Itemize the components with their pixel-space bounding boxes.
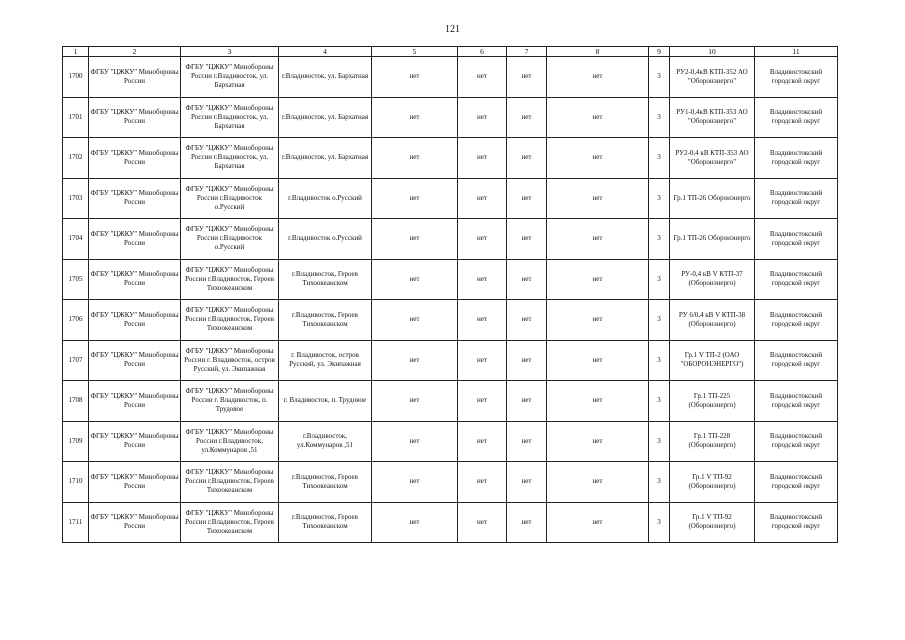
row-number	[63, 138, 89, 179]
column-header: 3	[181, 47, 279, 57]
owner-cell-text: ФГБУ "ЦЖКУ" Минобороны России г.Владивосток, ул. Бархатная	[185, 63, 274, 90]
category-cell	[649, 381, 670, 422]
c5-cell	[372, 97, 458, 138]
c5-cell-text: нет	[409, 477, 420, 486]
municipality-cell	[755, 462, 838, 503]
row-number	[63, 340, 89, 381]
power-source-cell-text: Гр.1 V ТП-2 (ОАО "ОБОРОНЭНЕРГО")	[680, 351, 744, 369]
row-number-text: 1711	[68, 517, 83, 526]
c8-cell	[547, 381, 649, 422]
address-cell-text: г.Владивосток, Героев Тихоокеанском	[292, 310, 358, 328]
owner-cell-text: ФГБУ "ЦЖКУ" Минобороны России г.Владивосток, ул. Бархатная	[185, 144, 274, 171]
address-cell-text: г.Владивосток, ул. Бархатная	[281, 153, 369, 162]
c5-cell-text: нет	[409, 436, 420, 445]
address-cell-text: г. Владивосток, п. Трудовое	[283, 396, 367, 405]
row-number-text: 1704	[68, 234, 83, 243]
c6-cell	[458, 421, 507, 462]
address-cell	[279, 300, 372, 341]
municipality-cell	[755, 259, 838, 300]
municipality-cell	[755, 300, 838, 341]
address-cell-text: г.Владивосток, Героев Тихоокеанском	[292, 513, 358, 531]
owner-cell-text: ФГБУ "ЦЖКУ" Минобороны России г. Владивосток, остров Русский, ул. Экипажная	[184, 346, 275, 373]
c7-cell-text: нет	[521, 477, 532, 486]
table-body	[63, 57, 838, 543]
c7-cell-text: нет	[521, 315, 532, 324]
owner-cell-text: ФГБУ "ЦЖКУ" Минобороны России г.Владивосток, Героев Тихоокеанском	[185, 265, 274, 292]
c5-cell	[372, 219, 458, 260]
c6-cell-text: нет	[477, 112, 487, 121]
row-number	[63, 97, 89, 138]
column-header: 9	[649, 47, 670, 57]
row-number-text: 1702	[68, 153, 83, 162]
power-source-cell-text: РУ1-0,4кВ КТП-353 АО "Оборонэнерго"	[676, 108, 748, 126]
operator-cell	[89, 259, 181, 300]
c5-cell	[372, 421, 458, 462]
c7-cell	[507, 381, 547, 422]
municipality-cell	[755, 138, 838, 179]
column-header: 10	[670, 47, 755, 57]
operator-cell-text: ФГБУ "ЦЖКУ" Минобороны России	[90, 351, 179, 369]
c6-cell-text: нет	[477, 517, 487, 526]
power-source-cell-text: Гр.1 ТП-26 Оборонэнерго	[673, 234, 751, 243]
category-cell	[649, 259, 670, 300]
category-cell	[649, 340, 670, 381]
owner-cell-text: ФГБУ "ЦЖКУ" Минобороны России г.Владивосток, Героев Тихоокеанском	[185, 468, 274, 495]
operator-cell	[89, 340, 181, 381]
power-source-cell	[670, 138, 755, 179]
row-number	[63, 57, 89, 98]
category-cell-text: 3	[657, 112, 661, 121]
row-number-text: 1705	[68, 274, 83, 283]
operator-cell	[89, 138, 181, 179]
table-row	[63, 97, 838, 138]
page-number: 121	[445, 24, 460, 35]
c6-cell	[458, 57, 507, 98]
c7-cell	[507, 462, 547, 503]
table-row	[63, 57, 838, 98]
table-row	[63, 178, 838, 219]
category-cell-text: 3	[657, 72, 661, 81]
c8-cell-text: нет	[592, 355, 603, 364]
address-cell-text: г.Владивосток, Героев Тихоокеанском	[292, 472, 358, 490]
c5-cell-text: нет	[409, 517, 420, 526]
c7-cell-text: нет	[521, 274, 532, 283]
address-cell	[279, 421, 372, 462]
power-source-cell	[670, 300, 755, 341]
c7-cell-text: нет	[521, 193, 532, 202]
c7-cell	[507, 340, 547, 381]
c8-cell-text: нет	[592, 274, 603, 283]
c7-cell	[507, 178, 547, 219]
c5-cell	[372, 259, 458, 300]
municipality-cell	[755, 219, 838, 260]
owner-cell	[181, 138, 279, 179]
category-cell-text: 3	[657, 477, 661, 486]
address-cell-text: г.Владивосток о.Русский	[288, 234, 362, 243]
c8-cell-text: нет	[592, 112, 603, 121]
c5-cell	[372, 178, 458, 219]
owner-cell-text: ФГБУ "ЦЖКУ" Минобороны России г. Владивосток, п. Трудовое	[185, 387, 274, 414]
operator-cell	[89, 502, 181, 543]
operator-cell-text: ФГБУ "ЦЖКУ" Минобороны России	[90, 310, 179, 328]
c7-cell	[507, 502, 547, 543]
c6-cell-text: нет	[477, 355, 487, 364]
category-cell-text: 3	[657, 355, 661, 364]
c6-cell-text: нет	[477, 274, 487, 283]
operator-cell-text: ФГБУ "ЦЖКУ" Минобороны России	[90, 229, 179, 247]
c7-cell-text: нет	[521, 112, 532, 121]
power-source-cell	[670, 57, 755, 98]
c6-cell	[458, 381, 507, 422]
power-source-cell-text: РУ2-0,4кВ КТП-352 АО "Оборонэнерго"	[676, 67, 748, 85]
address-cell-text: г. Владивосток, остров Русский, ул. Экипажная	[289, 351, 361, 369]
category-cell-text: 3	[657, 153, 661, 162]
address-cell	[279, 381, 372, 422]
c8-cell-text: нет	[592, 315, 603, 324]
c5-cell	[372, 138, 458, 179]
c7-cell	[507, 219, 547, 260]
table-row	[63, 259, 838, 300]
municipality-cell-text: Владивостокский городской округ	[769, 67, 823, 85]
municipality-cell	[755, 97, 838, 138]
address-cell	[279, 97, 372, 138]
municipality-cell	[755, 502, 838, 543]
table-row	[63, 462, 838, 503]
c6-cell	[458, 178, 507, 219]
power-source-cell-text: РУ-0,4 кВ V КТП-37 (Оборонэнерго)	[681, 270, 743, 288]
c7-cell-text: нет	[521, 396, 532, 405]
c5-cell-text: нет	[409, 193, 420, 202]
owner-cell-text: ФГБУ "ЦЖКУ" Минобороны России г.Владивосток о.Русский	[185, 225, 274, 252]
c8-cell	[547, 462, 649, 503]
row-number	[63, 178, 89, 219]
c8-cell-text: нет	[592, 436, 603, 445]
owner-cell-text: ФГБУ "ЦЖКУ" Минобороны России г.Владивосток, ул.Коммунаров ,51	[185, 427, 274, 454]
row-number-text: 1708	[68, 396, 83, 405]
table-row	[63, 219, 838, 260]
c7-cell	[507, 300, 547, 341]
table-row	[63, 138, 838, 179]
c8-cell	[547, 259, 649, 300]
column-header: 4	[279, 47, 372, 57]
c7-cell-text: нет	[521, 72, 532, 81]
owner-cell-text: ФГБУ "ЦЖКУ" Минобороны России г.Владивосток о.Русский	[185, 184, 274, 211]
address-cell	[279, 178, 372, 219]
c8-cell	[547, 97, 649, 138]
c6-cell-text: нет	[477, 193, 487, 202]
row-number	[63, 462, 89, 503]
operator-cell	[89, 381, 181, 422]
c7-cell-text: нет	[521, 153, 532, 162]
operator-cell-text: ФГБУ "ЦЖКУ" Минобороны России	[90, 472, 179, 490]
power-source-cell	[670, 381, 755, 422]
c5-cell	[372, 57, 458, 98]
column-header: 5	[372, 47, 458, 57]
c8-cell	[547, 340, 649, 381]
row-number	[63, 502, 89, 543]
c5-cell	[372, 340, 458, 381]
operator-cell	[89, 462, 181, 503]
column-header: 2	[89, 47, 181, 57]
address-cell	[279, 57, 372, 98]
operator-cell-text: ФГБУ "ЦЖКУ" Минобороны России	[90, 513, 179, 531]
category-cell-text: 3	[657, 517, 661, 526]
address-cell-text: г.Владивосток, Героев Тихоокеанском	[292, 270, 358, 288]
category-cell-text: 3	[657, 436, 661, 445]
header-row	[63, 47, 838, 57]
row-number	[63, 219, 89, 260]
owner-cell	[181, 462, 279, 503]
owner-cell	[181, 381, 279, 422]
c6-cell	[458, 219, 507, 260]
power-source-cell-text: Гр.1 ТП-26 Оборонэнерго	[673, 193, 751, 202]
address-cell-text: г.Владивосток о.Русский	[288, 193, 362, 202]
municipality-cell-text: Владивостокский городской округ	[769, 148, 823, 166]
operator-cell-text: ФГБУ "ЦЖКУ" Минобороны России	[90, 189, 179, 207]
address-cell	[279, 259, 372, 300]
row-number	[63, 381, 89, 422]
power-source-cell	[670, 462, 755, 503]
row-number-text: 1703	[68, 193, 83, 202]
c8-cell-text: нет	[592, 153, 603, 162]
municipality-cell-text: Владивостокский городской округ	[769, 189, 823, 207]
owner-cell	[181, 502, 279, 543]
c7-cell-text: нет	[521, 436, 532, 445]
c7-cell-text: нет	[521, 355, 532, 364]
c6-cell-text: нет	[477, 436, 487, 445]
address-cell-text: г.Владивосток, ул. Бархатная	[281, 72, 369, 81]
table-row	[63, 381, 838, 422]
category-cell-text: 3	[657, 396, 661, 405]
owner-cell	[181, 300, 279, 341]
c6-cell	[458, 340, 507, 381]
power-source-cell-text: Гр.1 V ТП-92 (Оборонэнерго)	[688, 472, 736, 490]
c6-cell	[458, 300, 507, 341]
owner-cell-text: ФГБУ "ЦЖКУ" Минобороны России г.Владивосток, ул. Бархатная	[185, 103, 274, 130]
municipality-cell	[755, 340, 838, 381]
address-cell	[279, 340, 372, 381]
municipality-cell-text: Владивостокский городской округ	[769, 432, 823, 450]
power-source-cell-text: РУ2-0,4 кВ КТП-353 АО "Оборонэнерго"	[675, 148, 749, 166]
operator-cell	[89, 97, 181, 138]
c5-cell-text: нет	[409, 72, 420, 81]
owner-cell-text: ФГБУ "ЦЖКУ" Минобороны России г.Владивосток, Героев Тихоокеанском	[185, 508, 274, 535]
c6-cell	[458, 259, 507, 300]
owner-cell	[181, 97, 279, 138]
row-number	[63, 421, 89, 462]
address-cell-text: г.Владивосток, ул.Коммунаров ,51	[296, 432, 354, 450]
category-cell	[649, 421, 670, 462]
c8-cell-text: нет	[592, 234, 603, 243]
address-cell-text: г.Владивосток, ул. Бархатная	[281, 112, 369, 121]
table-row	[63, 502, 838, 543]
c5-cell	[372, 300, 458, 341]
owner-cell	[181, 340, 279, 381]
municipality-cell	[755, 178, 838, 219]
c5-cell	[372, 381, 458, 422]
operator-cell	[89, 219, 181, 260]
column-header: 11	[755, 47, 838, 57]
row-number-text: 1700	[68, 72, 83, 81]
table-row	[63, 300, 838, 341]
c7-cell	[507, 138, 547, 179]
c6-cell-text: нет	[477, 315, 487, 324]
power-source-cell	[670, 219, 755, 260]
power-source-cell-text: Гр.1 ТП-225 (Оборонэнерго)	[688, 391, 736, 409]
power-source-cell-text: Гр.1 V ТП-92 (Оборонэнерго)	[688, 513, 736, 531]
municipality-cell-text: Владивостокский городской округ	[769, 270, 823, 288]
address-cell	[279, 502, 372, 543]
category-cell	[649, 57, 670, 98]
owner-cell	[181, 421, 279, 462]
column-header: 1	[63, 47, 89, 57]
owner-cell	[181, 57, 279, 98]
c5-cell-text: нет	[409, 274, 420, 283]
column-header: 6	[458, 47, 507, 57]
power-source-cell	[670, 178, 755, 219]
operator-cell-text: ФГБУ "ЦЖКУ" Минобороны России	[90, 270, 179, 288]
c5-cell	[372, 502, 458, 543]
category-cell	[649, 300, 670, 341]
operator-cell-text: ФГБУ "ЦЖКУ" Минобороны России	[90, 391, 179, 409]
operator-cell	[89, 300, 181, 341]
c8-cell	[547, 421, 649, 462]
operator-cell	[89, 178, 181, 219]
c7-cell-text: нет	[521, 517, 532, 526]
operator-cell-text: ФГБУ "ЦЖКУ" Минобороны России	[90, 67, 179, 85]
owner-cell	[181, 178, 279, 219]
row-number-text: 1701	[68, 112, 83, 121]
owner-cell-text: ФГБУ "ЦЖКУ" Минобороны России г.Владивосток, Героев Тихоокеанском	[185, 306, 274, 333]
category-cell	[649, 219, 670, 260]
c6-cell-text: нет	[477, 72, 487, 81]
c6-cell-text: нет	[477, 396, 487, 405]
municipality-cell-text: Владивостокский городской округ	[769, 472, 823, 490]
c6-cell-text: нет	[477, 153, 487, 162]
category-cell-text: 3	[657, 274, 661, 283]
c7-cell	[507, 259, 547, 300]
power-source-cell-text: РУ 6/0,4 кВ V КТП-38 (Оборонэнерго)	[678, 310, 746, 328]
municipality-cell	[755, 57, 838, 98]
c5-cell-text: нет	[409, 355, 420, 364]
category-cell	[649, 502, 670, 543]
row-number	[63, 300, 89, 341]
c6-cell	[458, 502, 507, 543]
table-row	[63, 340, 838, 381]
c8-cell	[547, 138, 649, 179]
row-number-text: 1709	[68, 436, 83, 445]
c7-cell	[507, 97, 547, 138]
c8-cell	[547, 219, 649, 260]
row-number-text: 1707	[68, 355, 83, 364]
power-source-cell-text: Гр.1 ТП-228 (Оборонэнерго)	[688, 432, 736, 450]
power-source-cell	[670, 502, 755, 543]
operator-cell-text: ФГБУ "ЦЖКУ" Минобороны России	[90, 108, 179, 126]
category-cell	[649, 462, 670, 503]
owner-cell	[181, 219, 279, 260]
c5-cell-text: нет	[409, 396, 420, 405]
c6-cell	[458, 462, 507, 503]
operator-cell	[89, 421, 181, 462]
c6-cell-text: нет	[477, 477, 487, 486]
category-cell-text: 3	[657, 193, 661, 202]
category-cell-text: 3	[657, 315, 661, 324]
category-cell	[649, 138, 670, 179]
c8-cell	[547, 57, 649, 98]
c7-cell	[507, 57, 547, 98]
power-source-cell	[670, 97, 755, 138]
registry-table	[62, 46, 838, 543]
category-cell-text: 3	[657, 234, 661, 243]
municipality-cell-text: Владивостокский городской округ	[769, 351, 823, 369]
row-number	[63, 259, 89, 300]
municipality-cell	[755, 381, 838, 422]
category-cell	[649, 97, 670, 138]
power-source-cell	[670, 421, 755, 462]
row-number-text: 1710	[68, 477, 83, 486]
power-source-cell	[670, 340, 755, 381]
address-cell	[279, 462, 372, 503]
address-cell	[279, 138, 372, 179]
c7-cell	[507, 421, 547, 462]
row-number-text: 1706	[68, 315, 83, 324]
c8-cell	[547, 178, 649, 219]
c6-cell	[458, 97, 507, 138]
municipality-cell-text: Владивостокский городской округ	[769, 310, 823, 328]
c6-cell	[458, 138, 507, 179]
operator-cell	[89, 57, 181, 98]
owner-cell	[181, 259, 279, 300]
address-cell	[279, 219, 372, 260]
c8-cell	[547, 300, 649, 341]
c8-cell-text: нет	[592, 72, 603, 81]
c8-cell-text: нет	[592, 477, 603, 486]
power-source-cell	[670, 259, 755, 300]
column-header: 8	[547, 47, 649, 57]
c5-cell-text: нет	[409, 315, 420, 324]
c8-cell-text: нет	[592, 193, 603, 202]
c5-cell-text: нет	[409, 112, 420, 121]
municipality-cell-text: Владивостокский городской округ	[769, 391, 823, 409]
operator-cell-text: ФГБУ "ЦЖКУ" Минобороны России	[90, 432, 179, 450]
table-row	[63, 421, 838, 462]
municipality-cell-text: Владивостокский городской округ	[769, 108, 823, 126]
c5-cell	[372, 462, 458, 503]
category-cell	[649, 178, 670, 219]
c8-cell-text: нет	[592, 517, 603, 526]
c6-cell-text: нет	[477, 234, 487, 243]
c5-cell-text: нет	[409, 234, 420, 243]
c8-cell	[547, 502, 649, 543]
municipality-cell-text: Владивостокский городской округ	[769, 513, 823, 531]
c5-cell-text: нет	[409, 153, 420, 162]
municipality-cell	[755, 421, 838, 462]
operator-cell-text: ФГБУ "ЦЖКУ" Минобороны России	[90, 148, 179, 166]
c7-cell-text: нет	[521, 234, 532, 243]
c8-cell-text: нет	[592, 396, 603, 405]
column-header: 7	[507, 47, 547, 57]
municipality-cell-text: Владивостокский городской округ	[769, 229, 823, 247]
